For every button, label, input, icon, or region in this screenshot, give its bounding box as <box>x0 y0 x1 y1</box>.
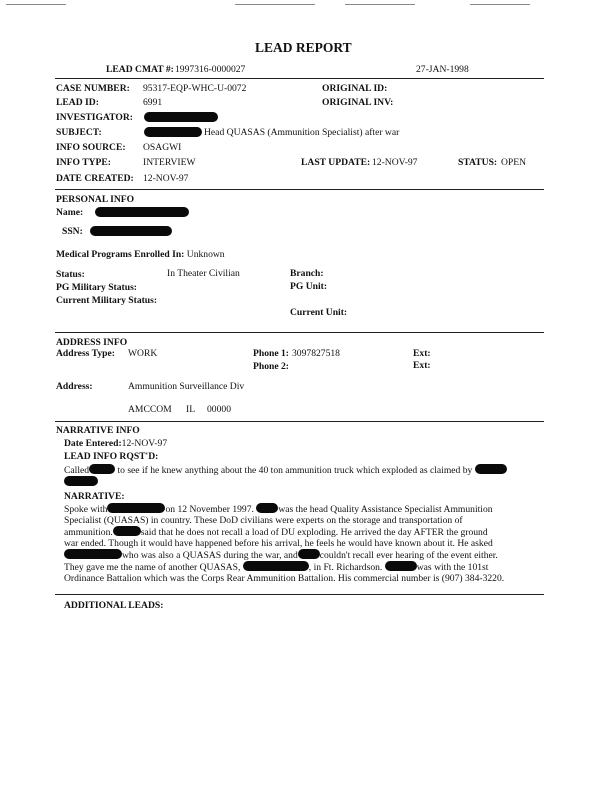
address-type-label: Address Type: <box>56 348 115 359</box>
redaction <box>89 464 115 474</box>
redaction <box>113 526 141 536</box>
narrative-section-title: NARRATIVE INFO <box>56 425 140 436</box>
redaction <box>64 549 122 559</box>
subject-label: SUBJECT: <box>56 127 102 138</box>
scan-artifact-line <box>345 4 415 5</box>
address-label: Address: <box>56 381 93 392</box>
case-number-label: CASE NUMBER: <box>56 83 130 94</box>
medical-value: Unknown <box>186 249 225 260</box>
report-date: 27-JAN-1998 <box>416 64 469 75</box>
redaction <box>144 112 218 122</box>
divider <box>55 332 544 333</box>
status-value: OPEN <box>501 157 527 168</box>
address-type-value: WORK <box>128 348 158 359</box>
phone1-label: Phone 1: <box>253 348 289 359</box>
info-type: INTERVIEW <box>143 157 196 168</box>
redaction <box>144 127 202 137</box>
current-unit-label: Current Unit: <box>290 307 348 318</box>
redaction <box>95 207 189 217</box>
date-entered-value: 12-NOV-97 <box>121 438 168 449</box>
page-title: LEAD REPORT <box>255 40 352 55</box>
cmat-label: LEAD CMAT #: <box>106 64 174 75</box>
pg-military-label: PG Military Status: <box>56 282 138 293</box>
ssn-label: SSN: <box>62 226 83 237</box>
redaction <box>475 464 507 474</box>
phone2-label: Phone 2: <box>253 361 289 372</box>
divider <box>55 421 544 422</box>
cmat-value: 1997316-0000027 <box>175 64 246 75</box>
divider <box>55 189 544 190</box>
lead-id: 6991 <box>143 97 163 108</box>
info-source: OSAGWI <box>143 142 182 153</box>
current-military-label: Current Military Status: <box>56 295 158 306</box>
date-created-label: DATE CREATED: <box>56 173 134 184</box>
original-inv-label: ORIGINAL INV: <box>322 97 394 108</box>
rqstd-text: Called to see if he knew anything about the 40 ton ammunition truck which exploded as claimed by <box>64 464 544 488</box>
case-number: 95317-EQP-WHC-U-0072 <box>143 83 247 94</box>
last-update: 12-NOV-97 <box>372 157 418 168</box>
investigator-label: INVESTIGATOR: <box>56 112 133 123</box>
date-created: 12-NOV-97 <box>143 173 189 184</box>
original-id-label: ORIGINAL ID: <box>322 83 388 94</box>
redaction <box>385 561 417 571</box>
info-type-label: INFO TYPE: <box>56 157 111 168</box>
branch-label: Branch: <box>290 268 324 279</box>
name-label: Name: <box>56 207 84 218</box>
redaction <box>64 476 98 486</box>
ext2-label: Ext: <box>413 360 431 371</box>
additional-leads-title: ADDITIONAL LEADS: <box>64 600 164 611</box>
divider <box>55 78 544 79</box>
date-entered-label: Date Entered: <box>64 438 122 449</box>
redaction <box>298 549 320 559</box>
medical-label: Medical Programs Enrolled In: <box>56 249 185 260</box>
divider <box>55 594 544 595</box>
status-label-personal: Status: <box>56 269 85 280</box>
date-entered <box>64 438 167 449</box>
redaction <box>256 503 278 513</box>
status-value-personal: In Theater Civilian <box>167 268 240 279</box>
address-zip: 00000 <box>207 404 231 415</box>
medical-programs <box>56 249 225 260</box>
redaction <box>107 503 165 513</box>
pg-unit-label: PG Unit: <box>290 281 328 292</box>
redaction <box>243 561 309 571</box>
address-section-title: ADDRESS INFO <box>56 337 128 348</box>
subject-text: Head QUASAS (Ammunition Specialist) after war <box>204 127 400 138</box>
scan-artifact-line <box>6 4 66 5</box>
info-source-label: INFO SOURCE: <box>56 142 126 153</box>
scan-artifact-line <box>235 4 315 5</box>
address-city: AMCCOM <box>128 404 172 415</box>
ext1-label: Ext: <box>413 348 431 359</box>
status-label: STATUS: <box>458 157 498 168</box>
last-update-label: LAST UPDATE: <box>301 157 371 168</box>
scan-artifact-line <box>470 4 530 5</box>
rqstd-label: LEAD INFO RQST'D: <box>64 451 159 462</box>
address-state: IL <box>186 404 196 415</box>
address-line1: Ammunition Surveillance Div <box>128 381 245 392</box>
narrative-label: NARRATIVE: <box>64 491 125 502</box>
lead-id-label: LEAD ID: <box>56 97 99 108</box>
narrative-body: Spoke with on 12 November 1997. was the head Quality Assistance Specialist Ammunition Specialist (QUASAS) in country. These DoD civilians were experts on the storage and transportation of ammunition. said that he does not recall a load of DU exploding. He arrived the day AFTER the ground war ended. Though it would have happened before his arrival, he feels he would have known about it. He asked who was also a QUASAS during the war, and couldn't recall ever hearing of the event either. They gave me the name of another QUASAS, , in Ft. Richardson. was with the 101st Ordinance Battalion which was the Corps Rear Ammunition Battalion. His commercial number is (907) 384-3220. <box>64 504 505 584</box>
redaction <box>90 226 172 236</box>
personal-section-title: PERSONAL INFO <box>56 194 135 205</box>
phone1-value: 3097827518 <box>292 348 340 359</box>
